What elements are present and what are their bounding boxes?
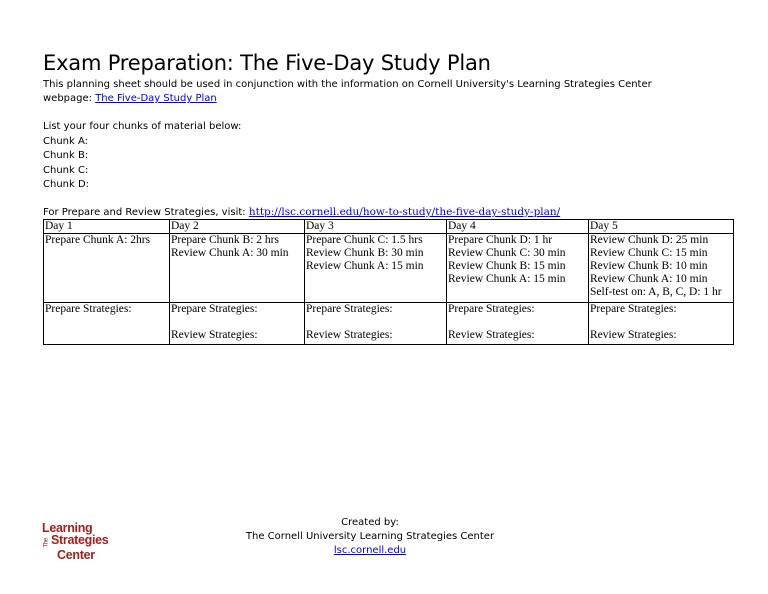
task-line: Review Chunk A: 15 min: [448, 273, 566, 285]
day-3-tasks: [305, 234, 447, 303]
day-2-tasks: [170, 234, 305, 303]
task-line: Review Chunk B: 15 min: [448, 260, 566, 272]
logo-strategies-text: Strategies: [51, 533, 109, 547]
five-day-study-plan-link[interactable]: The Five-Day Study Plan: [95, 93, 217, 104]
day-4-tasks: [447, 234, 589, 303]
study-plan-table: [43, 219, 734, 345]
prepare-strategies-label: Prepare Strategies:: [590, 303, 677, 315]
task-line: Review Chunk B: 30 min: [306, 247, 424, 259]
logo-the: The: [43, 538, 50, 548]
review-strategies-label: Review Strategies:: [306, 329, 393, 341]
logo-line-center: Center: [57, 548, 95, 562]
day-1-header: Day 1: [44, 220, 170, 234]
chunk-b-label: Chunk B:: [43, 150, 89, 161]
chunk-d-label: Chunk D:: [43, 179, 90, 190]
day-4-header: Day 4: [447, 220, 589, 234]
day-5-header: Day 5: [589, 220, 734, 234]
chunks-heading: List your four chunks of material below:: [43, 121, 242, 132]
prepare-strategies-label: Prepare Strategies:: [448, 303, 535, 315]
task-line: Review Chunk A: 15 min: [306, 260, 424, 272]
task-line: Self-test on: A, B, C, D: 1 hr: [590, 286, 722, 298]
table-strategies-row: [44, 303, 734, 345]
footer: [200, 516, 540, 558]
intro-paragraph: [43, 78, 703, 106]
footer-org: The Cornell University Learning Strategies Center: [245, 531, 495, 542]
footer-link[interactable]: lsc.cornell.edu: [333, 545, 407, 556]
table-header-row: [44, 220, 734, 234]
review-strategies-label: Review Strategies:: [171, 329, 258, 341]
day-3-strategies: [305, 303, 447, 345]
day-3-header: Day 3: [305, 220, 447, 234]
footer-created-by: Created by:: [341, 517, 399, 528]
page-title: Exam Preparation: The Five-Day Study Plan: [43, 51, 491, 75]
intro-text: This planning sheet should be used in conjunction with the information on Cornell University's Learning Strategies Center webpage:: [43, 79, 652, 104]
task-line: Prepare Chunk D: 1 hr: [448, 234, 553, 246]
strategies-text: For Prepare and Review Strategies, visit:: [43, 207, 249, 218]
task-line: Review Chunk A: 10 min: [590, 273, 708, 285]
review-strategies-label: Review Strategies:: [448, 329, 535, 341]
strategies-link[interactable]: http://lsc.cornell.edu/how-to-study/the-five-day-study-plan/: [248, 206, 561, 218]
prepare-strategies-label: Prepare Strategies:: [306, 303, 393, 315]
chunk-c-label: Chunk C:: [43, 164, 89, 176]
strategies-line: [43, 205, 560, 220]
prepare-strategies-label: Prepare Strategies:: [171, 303, 258, 315]
task-line: Prepare Chunk C: 1.5 hrs: [306, 234, 423, 246]
prepare-strategies-label: Prepare Strategies:: [45, 303, 132, 315]
day-1-tasks: [44, 234, 170, 303]
logo-line-learning: Learning: [42, 521, 93, 535]
task-line: Review Chunk C: 30 min: [448, 247, 566, 259]
task-line: Review Chunk A: 30 min: [171, 247, 289, 259]
task-line: Review Chunk B: 10 min: [590, 260, 708, 272]
day-5-tasks: [589, 234, 734, 303]
task-line: Prepare Chunk B: 2 hrs: [171, 234, 279, 246]
day-4-strategies: [447, 303, 589, 345]
task-line: Review Chunk C: 15 min: [590, 247, 708, 259]
day-5-strategies: [589, 303, 734, 345]
review-strategies-label: Review Strategies:: [590, 329, 677, 341]
table-tasks-row: [44, 234, 734, 303]
task-line: Review Chunk D: 25 min: [590, 234, 709, 246]
chunks-list: [43, 120, 241, 193]
day-2-strategies: [170, 303, 305, 345]
logo-line-strategies: [42, 534, 108, 549]
learning-strategies-center-logo: [42, 522, 108, 561]
chunk-a-label: Chunk A:: [43, 135, 88, 147]
task-line: Prepare Chunk A: 2hrs: [45, 234, 151, 246]
day-2-header: Day 2: [170, 220, 305, 234]
day-1-strategies: [44, 303, 170, 345]
